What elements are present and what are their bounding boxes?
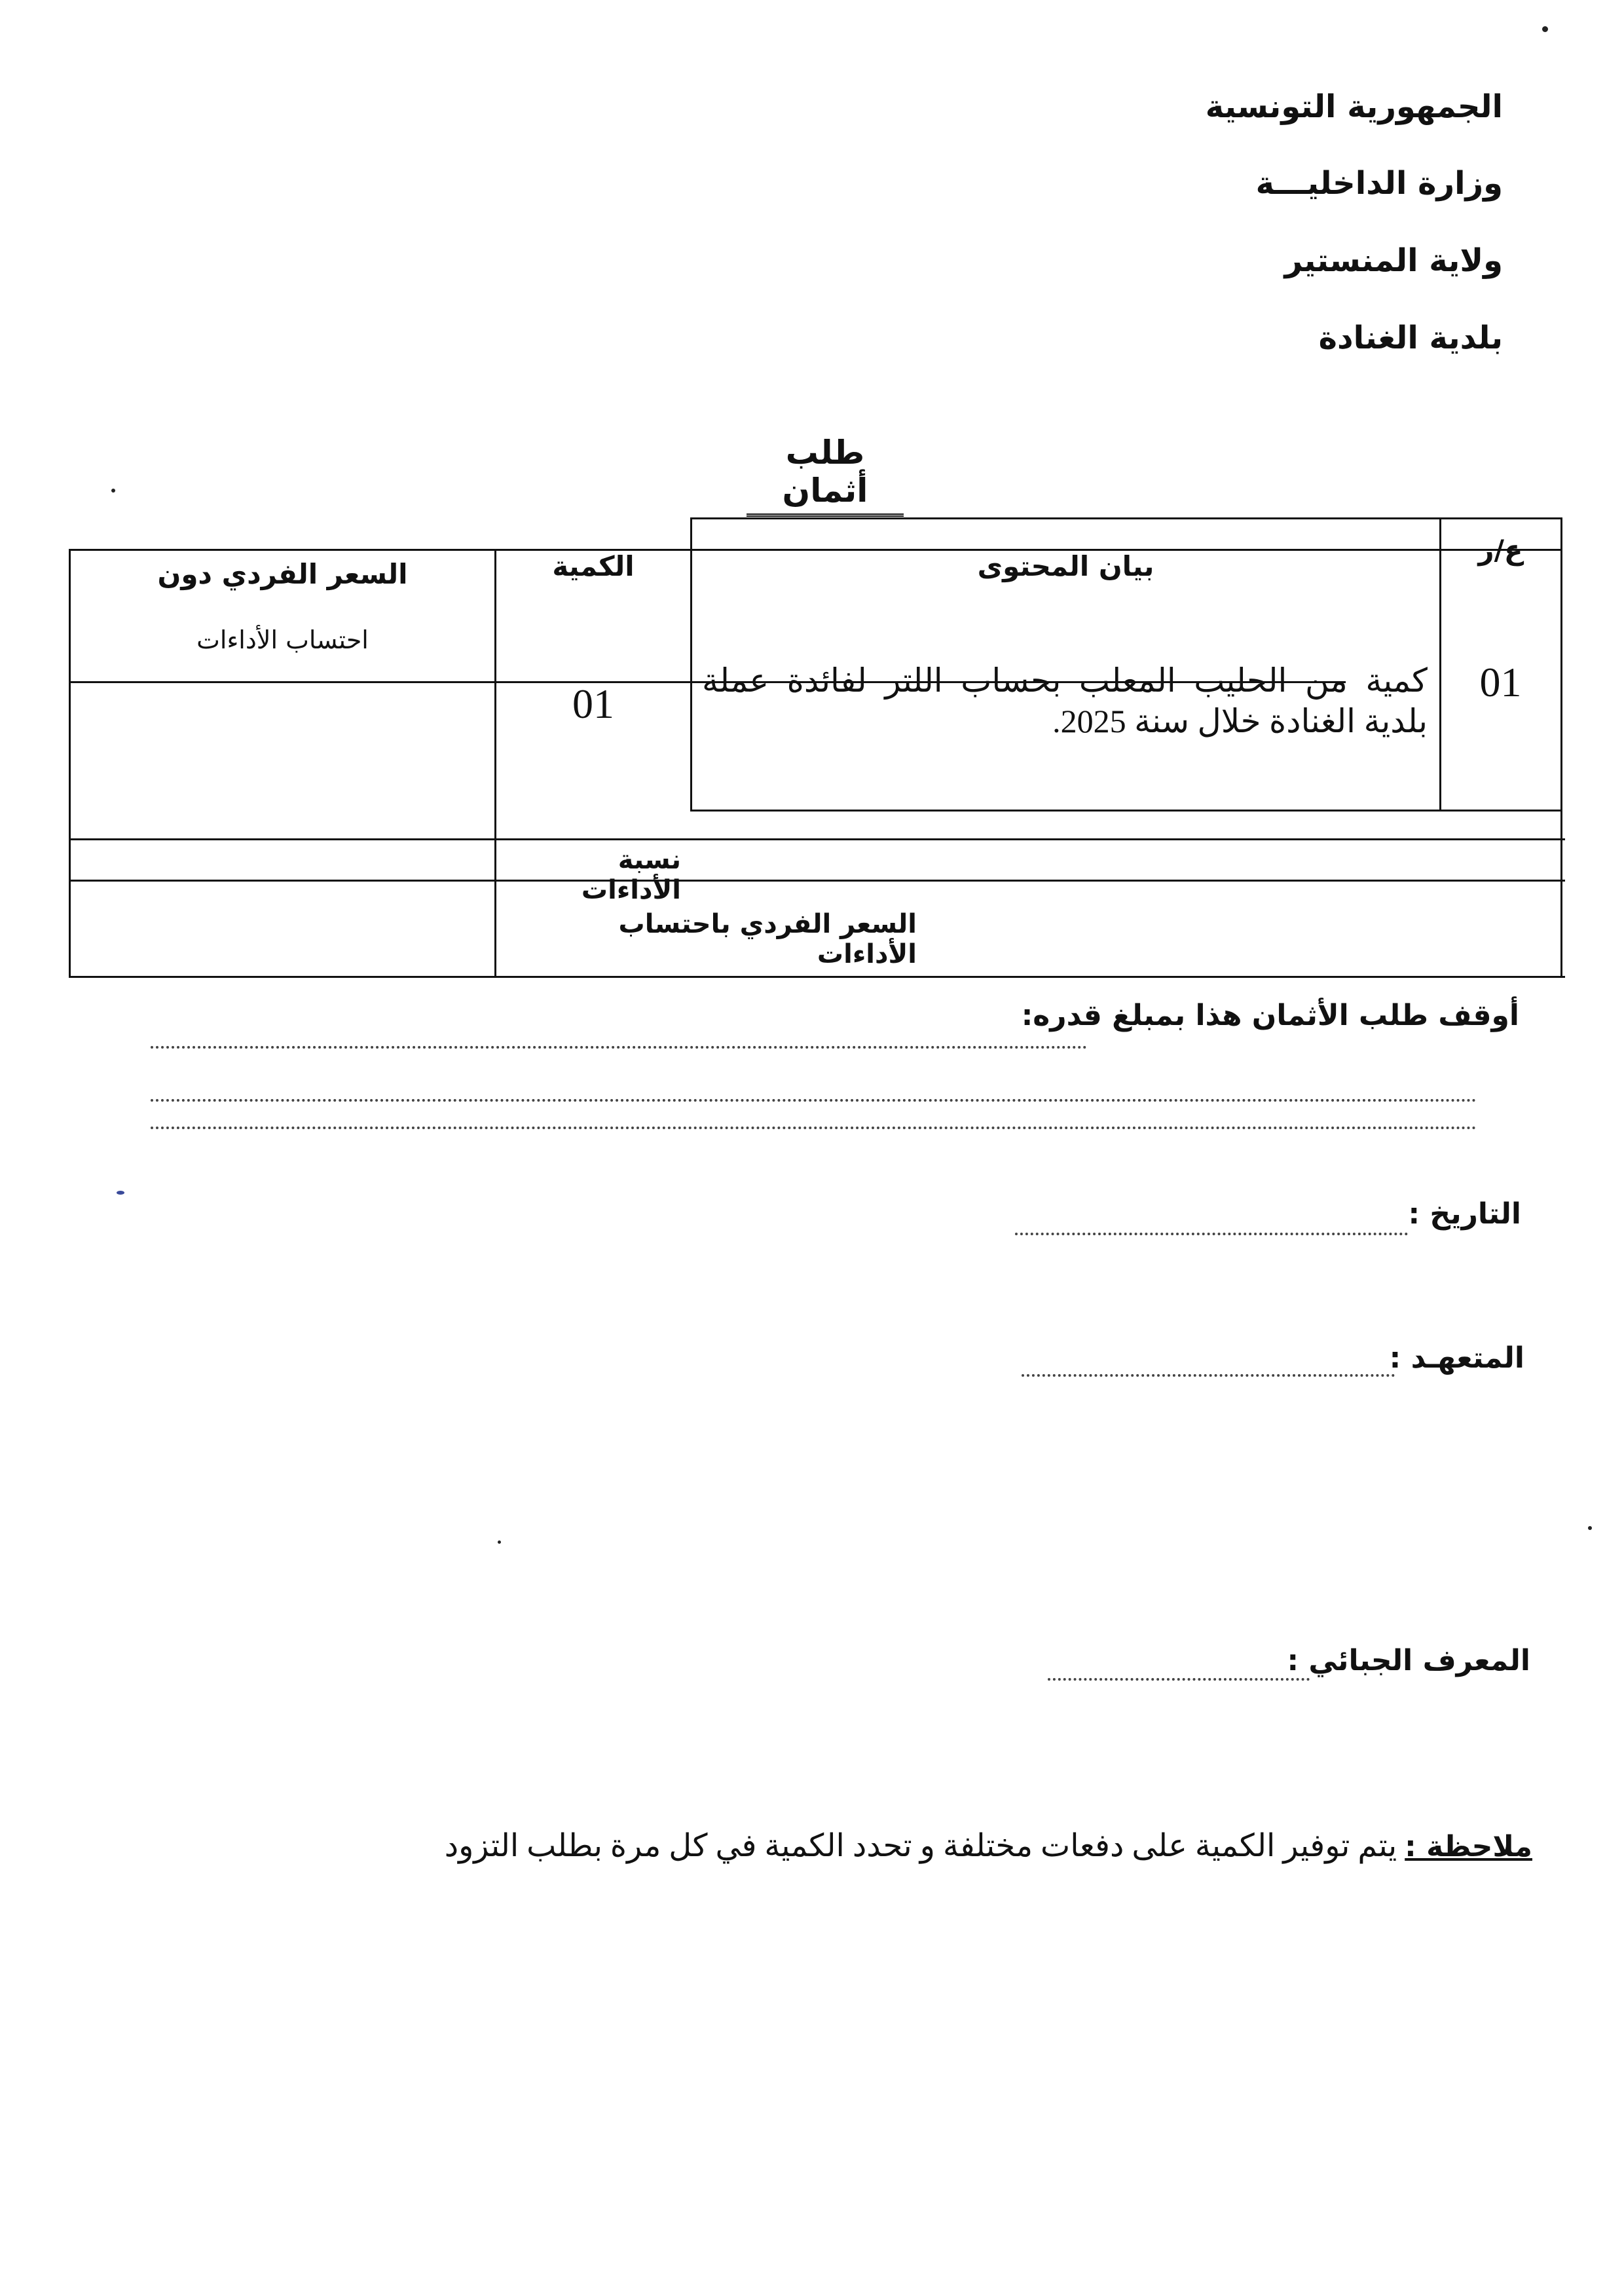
- unit-price-with-tax-label: السعر الفردي باحتساب الأداءات: [618, 909, 917, 969]
- note: [445, 1827, 1532, 1864]
- table-border-line: [690, 517, 1561, 519]
- scan-speck: [117, 1191, 124, 1195]
- tax-rate-label: نسبة الأداءات: [581, 845, 681, 905]
- header-unit-price-line1: السعر الفردي دون: [157, 558, 408, 590]
- amount-dotted-line: [151, 1099, 1477, 1102]
- tax-id-dotted-line: [1048, 1678, 1310, 1681]
- header-content: بيان المحتوى: [977, 550, 1154, 582]
- date-label: التاريخ :: [1408, 1197, 1521, 1231]
- amount-dotted-line: [151, 1046, 1087, 1049]
- contractor-dotted-line: [1022, 1374, 1395, 1377]
- header-quantity: الكمية: [552, 550, 635, 582]
- table-border-line: [69, 880, 1565, 882]
- ministry-name: وزارة الداخليـــة: [1255, 165, 1503, 202]
- table-border-line: [494, 549, 496, 978]
- note-label: ملاحظة :: [1405, 1830, 1532, 1863]
- scan-speck: [498, 1540, 501, 1544]
- contractor-label: المتعهـد :: [1389, 1341, 1524, 1375]
- row-content: كمية من الحليب المعلب بحساب اللتر لفائدة عملة بلدية الغنادة خلال سنة 2025.: [702, 662, 1428, 739]
- row-quantity: 01: [572, 681, 614, 727]
- municipality-name: بلدية الغنادة: [1318, 320, 1503, 356]
- row-number: 01: [1479, 659, 1522, 705]
- date-dotted-line: [1015, 1233, 1408, 1235]
- table-border-line: [69, 838, 1565, 840]
- note-text: يتم توفير الكمية على دفعات مختلفة و تحدد الكمية في كل مرة بطلب التزود: [444, 1829, 1397, 1863]
- table-border-line: [1560, 517, 1562, 978]
- scan-speck: [111, 489, 115, 493]
- amount-dotted-line: [151, 1127, 1477, 1129]
- table-border-line: [690, 810, 1562, 812]
- scan-speck: [1588, 1526, 1592, 1530]
- governorate-name: ولاية المنستير: [1284, 242, 1503, 279]
- republic-name: الجمهورية التونسية: [1205, 88, 1503, 125]
- header-number: ع/ر: [1478, 534, 1523, 566]
- tax-id-label: المعرف الجبائي :: [1287, 1644, 1530, 1677]
- row-unit-price: [71, 694, 494, 734]
- header-unit-price-line2: احتساب الأداءات: [196, 625, 369, 654]
- document-title: طلب أثمان: [747, 434, 904, 517]
- scan-speck: [1542, 26, 1548, 32]
- amount-label: أوقف طلب الأثمان هذا بمبلغ قدره:: [1021, 999, 1519, 1032]
- table-border-line: [69, 549, 71, 978]
- table-border-line: [69, 976, 1565, 978]
